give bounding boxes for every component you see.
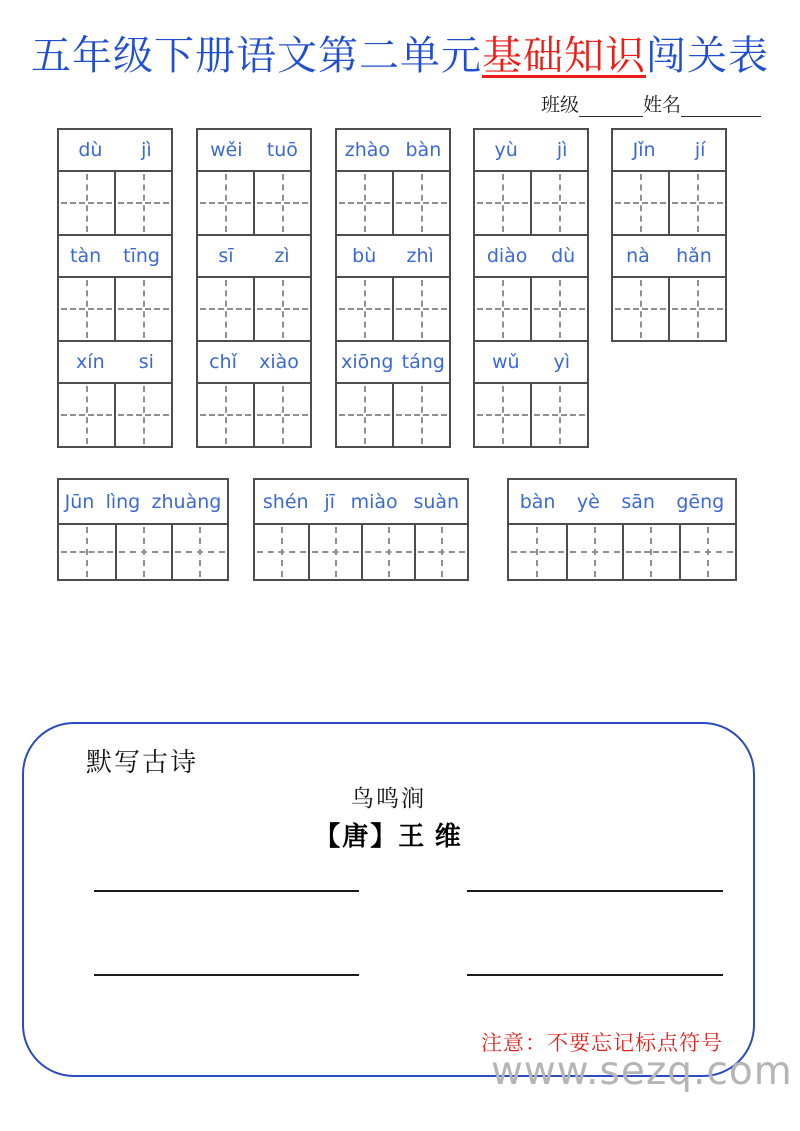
pinyin-syllable: yì: [553, 351, 571, 373]
writing-cell[interactable]: [114, 384, 171, 446]
writing-cell[interactable]: [622, 525, 679, 579]
name-label: 姓名: [643, 95, 682, 116]
answer-line[interactable]: [467, 890, 723, 892]
pinyin-syllable: bù: [352, 245, 377, 267]
pinyin-syllable: wěi: [210, 139, 243, 161]
writing-cell[interactable]: [530, 172, 587, 234]
pinyin-syllable: xiào: [259, 351, 299, 373]
pinyin-syllable: wǔ: [491, 351, 520, 373]
writing-cell[interactable]: [414, 525, 467, 579]
writing-cell[interactable]: [198, 278, 253, 340]
pinyin-syllable: si: [138, 351, 154, 373]
pinyin-syllable: zì: [274, 245, 290, 267]
pinyin-syllable: lìng: [105, 490, 141, 513]
writing-cell-row: [337, 276, 449, 340]
pinyin-column: [335, 128, 451, 448]
answer-line[interactable]: [94, 890, 359, 892]
title-text-highlight: 基础知识: [482, 33, 646, 78]
class-blank-field[interactable]: [579, 97, 643, 117]
pinyin-column: [57, 128, 173, 448]
pinyin-syllable: xiōng: [341, 351, 394, 373]
pinyin-syllable: zhì: [406, 245, 434, 267]
writing-cell[interactable]: [679, 525, 736, 579]
writing-cell-row: [59, 170, 171, 234]
pinyin-syllable: jī: [324, 490, 335, 513]
writing-cell[interactable]: [198, 172, 253, 234]
pinyin-label: [613, 130, 725, 170]
writing-cell[interactable]: [337, 172, 392, 234]
phrase-block: [507, 478, 737, 581]
pinyin-syllable: tàn: [70, 245, 102, 267]
pinyin-syllable: xín: [76, 351, 105, 373]
poem-section-heading: 默写古诗: [86, 748, 199, 777]
pinyin-label: [59, 480, 227, 523]
pinyin-syllable: bàn: [519, 490, 556, 513]
writing-cell-row: [59, 523, 227, 579]
pinyin-syllable: diào: [486, 245, 528, 267]
writing-cell[interactable]: [475, 384, 530, 446]
writing-cell[interactable]: [59, 278, 114, 340]
writing-cell[interactable]: [115, 525, 171, 579]
writing-cell[interactable]: [613, 172, 668, 234]
writing-cell[interactable]: [613, 278, 668, 340]
pinyin-syllable: chǐ: [209, 351, 237, 373]
title-text-left: 五年级下册语文第二单元: [31, 33, 482, 78]
pinyin-label: [59, 342, 171, 382]
pinyin-syllable: zhuàng: [151, 490, 222, 513]
writing-cell[interactable]: [59, 172, 114, 234]
pinyin-label: [475, 130, 587, 170]
writing-cell[interactable]: [171, 525, 227, 579]
writing-cell-row: [337, 382, 449, 446]
pinyin-syllable: zhào: [344, 139, 391, 161]
writing-cell[interactable]: [530, 278, 587, 340]
writing-cell[interactable]: [114, 278, 171, 340]
writing-cell[interactable]: [198, 384, 253, 446]
pinyin-label: [59, 130, 171, 170]
writing-cell-row: [255, 523, 467, 579]
writing-cell[interactable]: [475, 172, 530, 234]
phrase-block: [57, 478, 229, 581]
writing-cell-row: [59, 276, 171, 340]
writing-cell-row: [59, 382, 171, 446]
writing-cell[interactable]: [566, 525, 623, 579]
writing-cell[interactable]: [253, 172, 310, 234]
poem-title: 鸟鸣涧: [351, 786, 426, 811]
writing-cell[interactable]: [668, 172, 725, 234]
writing-cell[interactable]: [308, 525, 361, 579]
pinyin-label: [198, 342, 310, 382]
pinyin-syllable: miào: [350, 490, 398, 513]
writing-cell[interactable]: [392, 278, 449, 340]
writing-cell[interactable]: [668, 278, 725, 340]
writing-cell[interactable]: [337, 384, 392, 446]
pinyin-syllable: hǎn: [676, 245, 712, 267]
writing-cell-row: [475, 276, 587, 340]
pinyin-syllable: Jǐn: [632, 139, 656, 161]
pinyin-label: [475, 342, 587, 382]
writing-cell[interactable]: [509, 525, 566, 579]
pinyin-syllable: shén: [262, 490, 309, 513]
pinyin-column: [611, 128, 727, 342]
page-title: [0, 24, 800, 81]
poem-author: 【唐】王 维: [314, 822, 463, 851]
pinyin-column: [196, 128, 312, 448]
writing-cell[interactable]: [253, 278, 310, 340]
pinyin-syllable: sī: [218, 245, 234, 267]
pinyin-syllable: dù: [551, 245, 576, 267]
pinyin-label: [509, 480, 735, 523]
writing-cell[interactable]: [475, 278, 530, 340]
writing-cell[interactable]: [59, 525, 115, 579]
pinyin-label: [337, 130, 449, 170]
writing-cell[interactable]: [392, 384, 449, 446]
pinyin-syllable: suàn: [413, 490, 460, 513]
writing-cell-row: [337, 170, 449, 234]
answer-line[interactable]: [467, 974, 723, 976]
pinyin-syllable: yù: [494, 139, 518, 161]
pinyin-syllable: tuō: [266, 139, 298, 161]
class-label: 班级: [541, 95, 580, 116]
pinyin-syllable: nà: [626, 245, 650, 267]
pinyin-syllable: yè: [576, 490, 600, 513]
writing-cell[interactable]: [337, 278, 392, 340]
writing-cell-row: [198, 276, 310, 340]
writing-cell-row: [509, 523, 735, 579]
pinyin-syllable: táng: [401, 351, 445, 373]
writing-cell-row: [475, 382, 587, 446]
writing-cell[interactable]: [530, 384, 587, 446]
pinyin-label: [255, 480, 467, 523]
pinyin-syllable: Jūn: [64, 490, 95, 513]
pinyin-label: [613, 236, 725, 276]
writing-cell-row: [198, 170, 310, 234]
writing-cell-row: [613, 276, 725, 340]
answer-line[interactable]: [94, 974, 359, 976]
pinyin-label: [475, 236, 587, 276]
writing-cell[interactable]: [361, 525, 414, 579]
pinyin-syllable: bàn: [405, 139, 442, 161]
pinyin-syllable: sān: [621, 490, 655, 513]
pinyin-label: [59, 236, 171, 276]
pinyin-syllable: tīng: [123, 245, 160, 267]
punctuation-note: 注意：不要忘记标点符号: [481, 1031, 723, 1055]
pinyin-label: [198, 236, 310, 276]
writing-cell-row: [475, 170, 587, 234]
pinyin-label: [337, 236, 449, 276]
writing-cell[interactable]: [392, 172, 449, 234]
name-blank-field[interactable]: [681, 97, 761, 117]
class-name-fields: [541, 90, 761, 117]
pinyin-syllable: dù: [78, 139, 103, 161]
pinyin-syllable: gēng: [676, 490, 725, 513]
watermark-text: www.sezq.com: [491, 1049, 793, 1094]
pinyin-label: [337, 342, 449, 382]
writing-cell[interactable]: [253, 384, 310, 446]
writing-cell-row: [613, 170, 725, 234]
pinyin-syllable: jí: [694, 139, 706, 161]
writing-cell-row: [198, 382, 310, 446]
writing-cell[interactable]: [59, 384, 114, 446]
pinyin-syllable: jì: [141, 139, 152, 161]
poem-dictation-box: [22, 722, 755, 1077]
writing-cell[interactable]: [114, 172, 171, 234]
writing-cell[interactable]: [255, 525, 308, 579]
title-text-right: 闯关表: [646, 33, 769, 78]
pinyin-syllable: jì: [556, 139, 568, 161]
pinyin-column: [473, 128, 589, 448]
phrase-block: [253, 478, 469, 581]
pinyin-label: [198, 130, 310, 170]
